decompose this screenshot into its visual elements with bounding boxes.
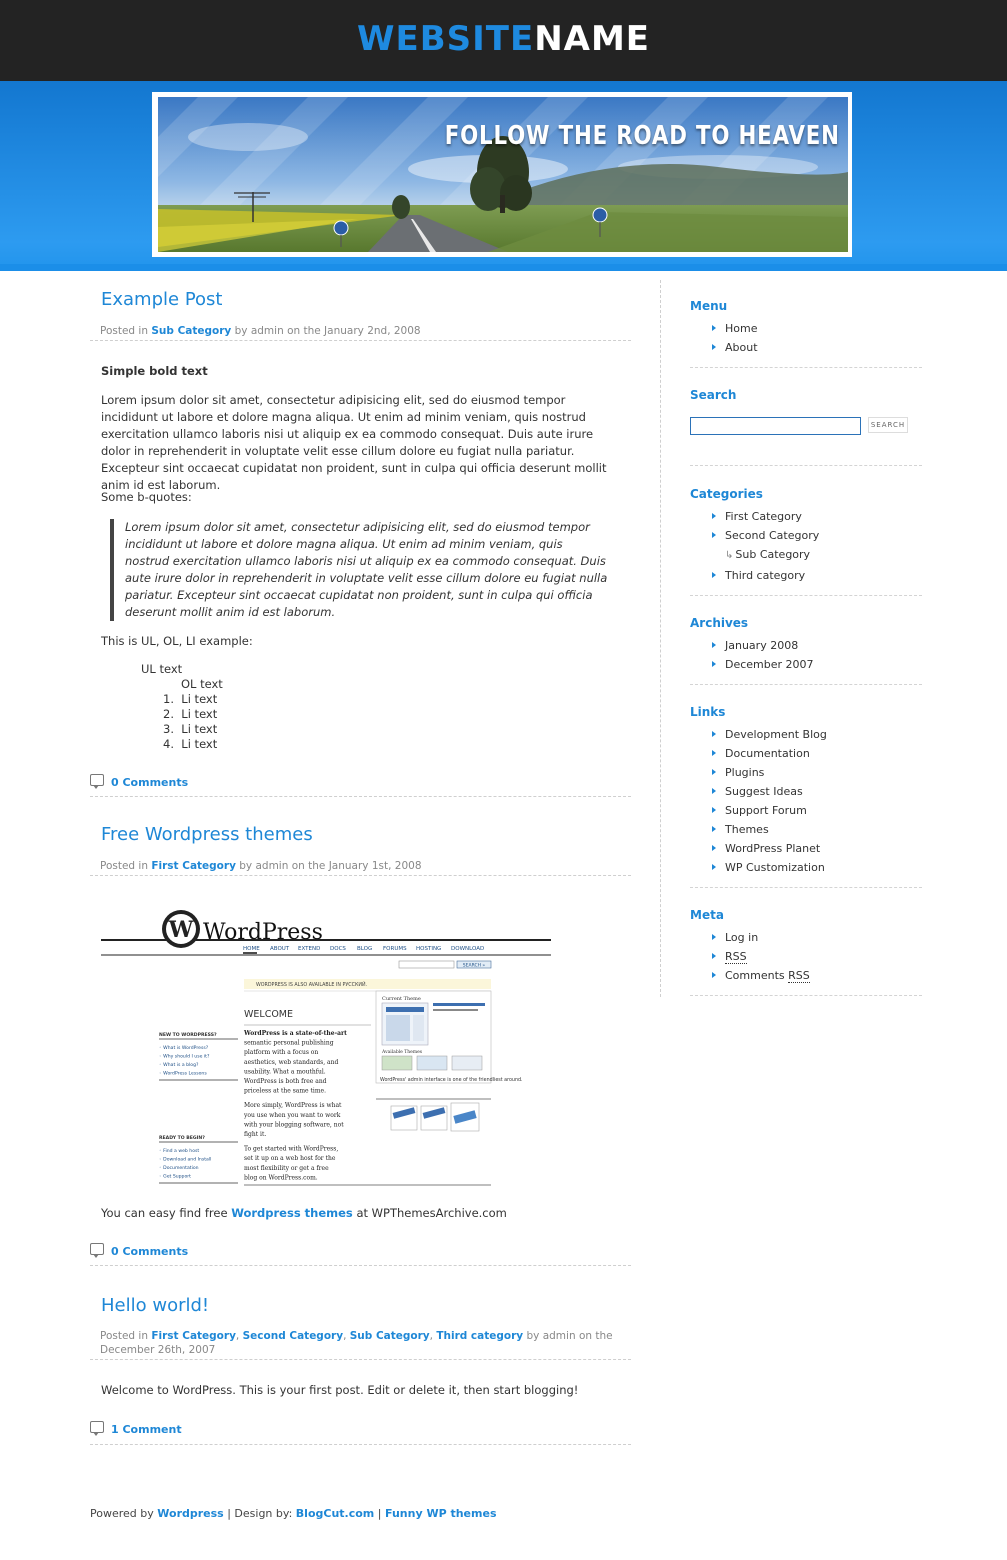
wp-caption: WordPress' admin interface is one of the friendliest around. — [380, 1078, 523, 1083]
list-intro: This is UL, OL, LI example: — [101, 634, 253, 648]
meta-suffix: by admin on the January 1st, 2008 — [239, 860, 422, 872]
sidebar-menu-list — [711, 322, 758, 360]
wp-new-links — [159, 1045, 210, 1077]
wp-nav-item: HOME — [243, 946, 260, 952]
site-title-part2: NAME — [534, 19, 651, 59]
bullet-icon — [712, 788, 716, 794]
wp-nav-item: EXTEND — [298, 946, 321, 952]
sidebar-heading-categories: Categories — [690, 487, 763, 501]
li-item: 2. Li text — [163, 707, 218, 721]
blockquote: Lorem ipsum dolor sit amet, consectetur adipisicing elit, sed do eiusmod tempor incididunt ut labore et dolore magna aliqua. Ut enim ad minim veniam, quis nostrud exercitation ullamco laboris nisi ut aliquip ex ea commodo consequat. Duis aute irure dolor in reprehenderit in voluptate velit esse cillum dolore eu fugiat nulla pariatur. Excepteur sint occaecat cupidatat non proident, sunt in culpa qui officia deserunt mollit anim id est laborum. — [110, 519, 609, 621]
sidebar-item-log-in[interactable]: Log in — [711, 931, 810, 950]
sidebar-heading-menu: Menu — [690, 299, 728, 313]
banner-text: FOLLOW THE ROAD TO HEAVEN — [444, 121, 840, 151]
sidebar-item-rss[interactable]: RSS — [711, 950, 810, 969]
li-item: 3. Li text — [163, 722, 218, 736]
category-link[interactable]: Sub Category — [349, 1330, 430, 1342]
sidebar-item-suggest-ideas[interactable]: Suggest Ideas — [711, 785, 827, 804]
post-meta: Posted in First Category, Second Category, Sub Category, Third category by admin on the December 26th, 2007 — [100, 1330, 613, 1356]
wp-nav-item: DOWNLOAD — [451, 946, 485, 952]
sidebar-item-development-blog[interactable]: Development Blog — [711, 728, 827, 747]
comments-link[interactable]: 0 Comments — [90, 1243, 188, 1258]
bullet-icon — [712, 642, 716, 648]
sidebar-item-wordpress-planet[interactable]: WordPress Planet — [711, 842, 827, 861]
wp-intro-line: To get started with WordPress, — [244, 1145, 339, 1153]
wp-intro-line: WordPress is both free and — [244, 1078, 327, 1085]
sidebar-separator — [690, 595, 922, 596]
wp-logo-mark: W — [168, 917, 194, 943]
post-title[interactable]: Example Post — [101, 289, 223, 310]
meta-suffix: by admin on the January 2nd, 2008 — [234, 325, 421, 337]
sidebar-separator — [690, 887, 922, 888]
bullet-icon — [712, 934, 716, 940]
post-meta — [100, 859, 630, 873]
header-band-edge — [0, 264, 1007, 271]
divider — [90, 340, 631, 341]
sidebar-separator — [690, 684, 922, 685]
wp-intro-line: fight it. — [244, 1131, 267, 1138]
bullet-icon — [712, 661, 716, 667]
bullet-icon — [712, 864, 716, 870]
wp-ready-link: ◦ Get Support — [159, 1174, 191, 1180]
sidebar-item-first-category[interactable]: First Category — [711, 510, 819, 529]
sidebar-item-themes[interactable]: Themes — [711, 823, 827, 842]
wordpress-themes-link[interactable]: Wordpress themes — [231, 1206, 353, 1220]
li-item: 1. Li text — [163, 692, 218, 706]
comment-bubble-icon — [90, 1421, 104, 1433]
divider — [90, 875, 631, 876]
sidebar-separator — [690, 995, 922, 996]
category-link[interactable]: Second Category — [242, 1330, 344, 1342]
wp-intro-line: usability. What a mouthful. — [244, 1068, 326, 1076]
bullet-icon — [712, 325, 716, 331]
wp-logo-text: WordPress — [203, 920, 323, 945]
sidebar-heading-links: Links — [690, 705, 726, 719]
search-button[interactable]: SEARCH — [868, 417, 908, 433]
wp-ready-link: ◦ Find a web host — [159, 1149, 200, 1154]
wp-new-link: ◦ What is WordPress? — [159, 1046, 209, 1051]
wp-ready-links — [159, 1148, 211, 1180]
sidebar-item-support-forum[interactable]: Support Forum — [711, 804, 827, 823]
wp-nav — [243, 946, 484, 952]
sidebar-item-second-category[interactable]: Second Category — [711, 529, 819, 548]
wp-nav-item: FORUMS — [383, 946, 407, 952]
wp-ready-link: ◦ Documentation — [159, 1166, 199, 1171]
bullet-icon — [712, 972, 716, 978]
category-link[interactable]: First Category — [151, 1330, 236, 1342]
bullet-icon — [712, 532, 716, 538]
sidebar-heading-meta: Meta — [690, 908, 724, 922]
ul-text: UL text — [141, 662, 183, 676]
wp-intro-line: blog on WordPress.com. — [244, 1174, 318, 1182]
sidebar-categories-list — [711, 510, 819, 588]
wp-new-link: ◦ WordPress Lessons — [159, 1071, 207, 1077]
footer-blogcut-link[interactable]: BlogCut.com — [295, 1507, 375, 1520]
bullet-icon — [712, 572, 716, 578]
banner-image — [158, 97, 848, 252]
wp-available-themes: Available Themes — [382, 1050, 423, 1055]
sidebar-item-january-2008[interactable]: January 2008 — [711, 639, 814, 658]
post-title[interactable]: Free Wordpress themes — [101, 824, 313, 845]
sub-arrow-icon: ↳ — [725, 550, 734, 561]
footer-funny-themes-link[interactable]: Funny WP themes — [384, 1507, 497, 1520]
wp-nav-item: DOCS — [330, 946, 346, 952]
wp-intro-line: platform with a focus on — [244, 1049, 319, 1057]
bullet-icon — [712, 845, 716, 851]
wp-search-button: SEARCH » — [462, 963, 486, 969]
divider — [90, 1265, 631, 1266]
bullet-icon — [712, 344, 716, 350]
category-link[interactable]: First Category — [151, 860, 236, 872]
footer: Powered by Wordpress | Design by: BlogCut.com | Funny WP themes — [90, 1507, 497, 1520]
wp-intro-line: priceless at the same time. — [244, 1087, 326, 1095]
top-bar — [0, 0, 1007, 81]
sidebar-item-documentation[interactable]: Documentation — [711, 747, 827, 766]
post-paragraph: Lorem ipsum dolor sit amet, consectetur adipisicing elit, sed do eiusmod tempor incididunt ut labore et dolore magna aliqua. Ut enim ad minim veniam, quis nostrud exercitation ullamco laboris nisi ut aliquip ex ea commodo consequat. Duis aute irure dolor in reprehenderit in voluptate velit esse cillum dolore eu fugiat nulla pariatur. Excepteur sint occaecat cupidatat non proident, sunt in culpa qui officia deserunt mollit anim id est laborum. — [101, 393, 607, 492]
sidebar-meta-list — [711, 931, 810, 988]
sidebar-item-sub-category[interactable]: ↳ Sub Category — [725, 548, 811, 561]
li-item: 4. Li text — [163, 737, 218, 751]
wp-intro-line: you use when you want to work — [244, 1111, 341, 1119]
wp-nav-item: HOSTING — [416, 946, 442, 952]
sidebar-item-wp-customization[interactable]: WP Customization — [711, 861, 827, 880]
meta-prefix: Posted in — [100, 1330, 149, 1342]
wordpress-screenshot-image[interactable] — [101, 903, 551, 1188]
comment-bubble-icon — [90, 774, 104, 786]
sidebar-item-plugins[interactable]: Plugins — [711, 766, 827, 785]
wp-new-link: ◦ Why should I use it? — [159, 1054, 210, 1060]
sidebar-item-december-2007[interactable]: December 2007 — [711, 658, 814, 677]
wp-nav-item: BLOG — [357, 946, 373, 952]
post-title[interactable]: Hello world! — [101, 1295, 210, 1316]
wp-intro-line: most flexibility or get a free — [244, 1164, 329, 1172]
search-input[interactable] — [690, 417, 861, 435]
post-meta — [100, 324, 630, 338]
site-title-part1: WEBSITE — [356, 19, 535, 59]
bold-text: Simple bold text — [101, 364, 208, 378]
wp-welcome: WELCOME — [244, 1009, 293, 1020]
bullet-icon — [712, 807, 716, 813]
wp-new-link: ◦ What is a blog? — [159, 1063, 199, 1068]
wp-intro-line: WordPress is a state-of-the-art — [244, 1030, 347, 1037]
wp-intro-line: aesthetics, web standards, and — [244, 1058, 339, 1066]
wp-intro-line: More simply, WordPress is what — [244, 1102, 342, 1110]
divider — [90, 796, 631, 797]
sidebar-divider — [660, 280, 661, 997]
wp-notice: WORDPRESS IS ALSO AVAILABLE IN РУССКИЙ. — [256, 983, 368, 988]
bullet-icon — [712, 769, 716, 775]
comments-link[interactable]: 0 Comments — [90, 774, 188, 789]
sidebar-links-list — [711, 728, 827, 880]
bquotes-intro: Some b-quotes: — [101, 490, 192, 504]
sidebar-item-home[interactable]: Home — [711, 322, 758, 341]
bullet-icon — [712, 750, 716, 756]
wp-current-theme: Current Theme — [382, 996, 421, 1002]
sidebar-archives-list — [711, 639, 814, 677]
bullet-icon — [712, 826, 716, 832]
wp-new-heading: NEW TO WORDPRESS? — [159, 1033, 217, 1038]
post-paragraph: You can easy find free Wordpress themes at WPThemesArchive.com — [101, 1206, 507, 1220]
divider — [90, 1359, 631, 1360]
bullet-icon — [712, 731, 716, 737]
wp-intro-line: with your blogging software, not — [244, 1121, 344, 1129]
post-paragraph: Welcome to WordPress. This is your first post. Edit or delete it, then start blogging! — [101, 1383, 579, 1397]
site-title[interactable] — [0, 18, 1007, 60]
ol-text: OL text — [181, 677, 223, 691]
wp-ready-link: ◦ Download and Install — [159, 1157, 212, 1163]
wp-intro-line: semantic personal publishing — [244, 1039, 334, 1047]
wp-intro-text — [243, 1030, 347, 1181]
meta-prefix: Posted in — [100, 325, 149, 337]
footer-wordpress-link[interactable]: Wordpress — [157, 1507, 224, 1520]
bullet-icon — [712, 953, 716, 959]
comments-link[interactable]: 1 Comment — [90, 1421, 182, 1436]
bullet-icon — [712, 513, 716, 519]
sidebar-item-comments-rss[interactable]: Comments RSS — [711, 969, 810, 988]
category-link[interactable]: Third category — [436, 1330, 524, 1342]
meta-suffix: by admin on the December 26th, 2007 — [100, 1330, 613, 1356]
sidebar-separator — [690, 465, 922, 466]
comment-bubble-icon — [90, 1243, 104, 1255]
sidebar-item-third-category[interactable]: Third category — [711, 569, 819, 588]
sidebar-heading-search: Search — [690, 388, 737, 402]
meta-prefix: Posted in — [100, 860, 149, 872]
sidebar-item-about[interactable]: About — [711, 341, 758, 360]
wp-ready-heading: READY TO BEGIN? — [159, 1136, 205, 1141]
category-link[interactable]: Sub Category — [151, 325, 232, 337]
wp-intro-line: set it up on a web host for the — [244, 1155, 336, 1163]
sidebar-heading-archives: Archives — [690, 616, 749, 630]
divider — [90, 1444, 631, 1445]
wp-nav-item: ABOUT — [270, 946, 290, 952]
sidebar-separator — [690, 367, 922, 368]
